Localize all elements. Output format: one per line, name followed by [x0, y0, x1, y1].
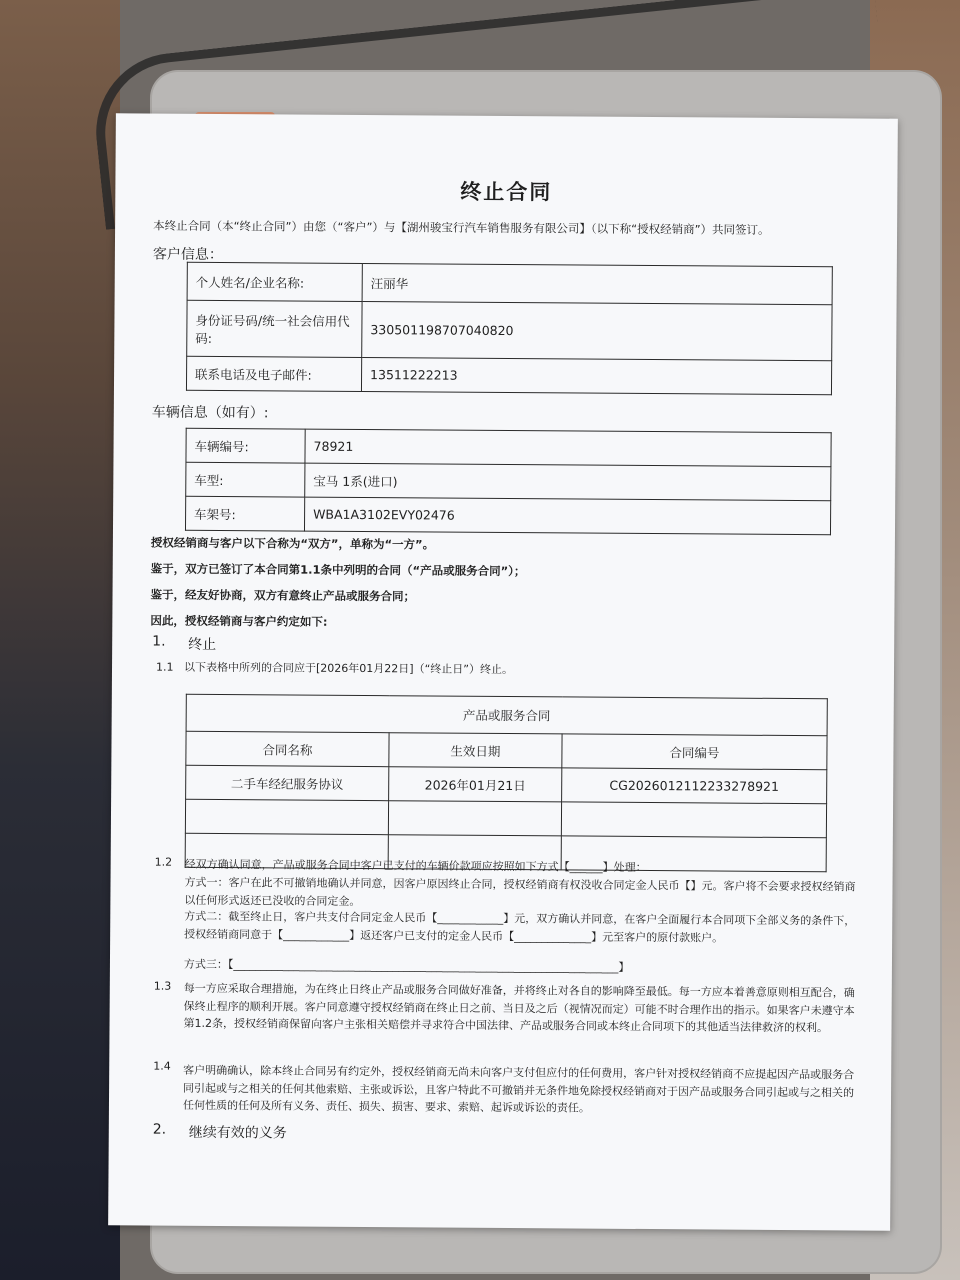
customer-info-table [186, 262, 833, 396]
row-label: 身份证号码/统一社会信用代码: [187, 300, 362, 357]
table-cell [185, 799, 388, 834]
row-value: WBA1A3102EVY02476 [304, 497, 830, 535]
row-value: 330501198707040820 [362, 302, 832, 361]
row-label: 个人姓名/企业名称: [187, 262, 362, 301]
row-label: 联系电话及电子邮件: [186, 356, 361, 391]
clause-1-2-number: 1.2 [154, 855, 173, 869]
contract-paper [108, 113, 898, 1230]
column-header: 合同编号 [562, 734, 827, 770]
clause-1-1-number: 1.1 [155, 660, 174, 674]
clause-1-4-text: 客户明确确认，除本终止合同另有约定外，授权经销商无尚未向客户支付但应付的任何费用，客户针对授权经销商不应提起因产品或服务合同引起或与之相关的任何其他索赔、主张或诉讼，且客户特此不可撤销并无条件地免除授权经销商对于因产品或服务合同引起或与之相关的任何性质的任何及所有义务、责任、损失、损害、要求、索赔、起诉或诉讼的责任。 [182, 1063, 855, 1115]
table-row [185, 496, 830, 535]
table-row [186, 731, 827, 769]
intro-paragraph: 本终止合同（本“终止合同”）由您（“客户”）与【湖州骏宝行汽车销售服务有限公司】（以下称“授权经销商”）共同签订。 [153, 218, 770, 237]
table-row [187, 262, 832, 305]
table-row [186, 356, 831, 395]
table-row [185, 799, 826, 837]
section-2-title: 继续有效的义务 [188, 1124, 287, 1142]
contract-table [185, 694, 828, 872]
document-title: 终止合同 [460, 179, 553, 205]
row-value: 78921 [305, 429, 831, 467]
clause-1-2-text: 经双方确认同意，产品或服务合同中客户已支付的车辆价款项应按照如下方式【______】处理： [184, 857, 647, 875]
clause-1-1-text: 以下表格中所列的合同应于[2026年01月22日]（“终止日”）终止。 [183, 660, 514, 677]
table-cell: CG2026012112233278921 [562, 768, 827, 804]
clause-1-3-text: 每一方应采取合理措施，为在终止日终止产品或服务合同做好准备，并将终止对各自的影响降至最低。每一方应本着善意原则相互配合，确保终止程序的顺利开展。客户同意遵守授权经销商在终止日之前、当日及之后（视情况而定）可能不时合理作出的指示。如果客户未遵守本第1.2条，授权经销商保留向客户主张相关赔偿并寻求符合中国法律、产品或服务合同或本终止合同项下的其他适当法律救济的权利。 [183, 981, 855, 1035]
whereas-2: 鉴于，经友好协商，双方有意终止产品或服务合同； [150, 587, 416, 604]
table-row [187, 300, 832, 361]
table-header-row [186, 694, 827, 735]
clause-1-2-method-2: 方式二：截至终止日，客户共支付合同定金人民币【____________】元，双方确认并同意，在客户全面履行本合同项下全部义务的条件下，授权经销商同意于【____________】返还客户已支付的定金人民币【______________】元至客户的原付款账户。 [184, 909, 856, 945]
clause-1-3-number: 1.3 [153, 979, 172, 993]
table-row [186, 765, 827, 803]
section-1-title: 终止 [188, 636, 217, 653]
whereas-1: 鉴于，双方已签订了本合同第1.1条中列明的合同（“产品或服务合同”）； [150, 561, 526, 579]
column-header: 生效日期 [389, 733, 562, 768]
column-header: 合同名称 [186, 731, 389, 766]
row-value: 宝马 1系(进口) [305, 463, 831, 501]
clause-1-2-method-1: 方式一：客户在此不可撤销地确认并同意，因客户原因终止合同，授权经销商有权没收合同定金人民币【】元。客户将不会要求授权经销商以任何形式返还已没收的合同定金。 [184, 875, 856, 908]
row-value: 13511222213 [361, 358, 831, 395]
section-2-number: 2. [152, 1121, 167, 1138]
table-cell: 二手车经纪服务协议 [186, 765, 389, 800]
row-label: 车架号: [185, 496, 304, 531]
row-label: 车辆编号: [186, 428, 305, 463]
vehicle-info-table [185, 428, 832, 536]
table-row [186, 462, 831, 501]
row-label: 车型: [186, 462, 305, 497]
table-cell [388, 801, 561, 836]
contract-table-header: 产品或服务合同 [186, 694, 827, 735]
parties-paragraph: 授权经销商与客户以下合称为“双方”，单称为“一方”。 [150, 535, 435, 552]
vehicle-heading: 车辆信息（如有）: [151, 404, 269, 422]
section-1-number: 1. [152, 633, 166, 650]
table-row [186, 428, 831, 467]
row-value: 汪丽华 [362, 264, 832, 305]
customer-heading: 客户信息： [152, 246, 223, 264]
therefore-paragraph: 因此，授权经销商与客户约定如下: [150, 613, 328, 629]
table-cell: 2026年01月21日 [389, 767, 562, 802]
clause-1-2-method-3: 方式三：【______________________________________________________________________】 [183, 957, 630, 974]
table-cell [561, 802, 826, 838]
clause-1-4-number: 1.4 [153, 1059, 171, 1073]
